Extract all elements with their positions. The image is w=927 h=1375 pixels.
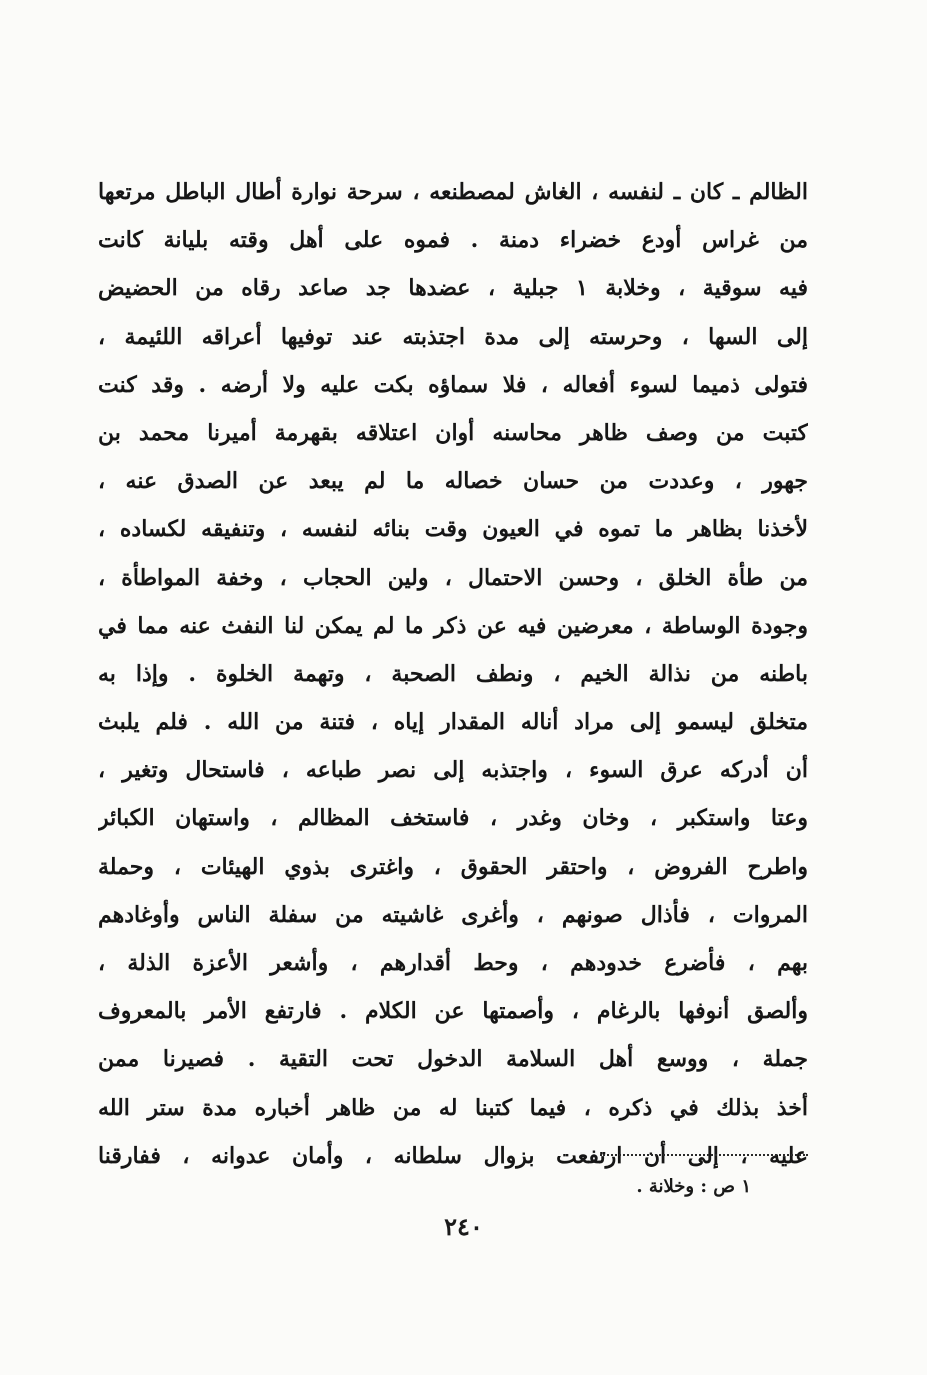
text-line: فيه سوقية ، وخلابة ١ جبلية ، عضدها جد صاعد رقاه من الحضيض: [98, 275, 808, 302]
text-line: جملة ، ووسع أهل السلامة الدخول تحت التقية . فصيرنا ممن: [98, 1046, 808, 1073]
text-line: باطنه من نذالة الخيم ، ونطف الصحبة ، وتهمة الخلوة . وإذا به: [98, 660, 808, 687]
page-number: ٢٤٠: [444, 1212, 483, 1241]
text-line: عليه ، إلى أن ارتفعت بزوال سلطانه ، وأمان عدوانه ، ففارقنا: [98, 1142, 808, 1169]
text-line: واطرح الفروض ، واحتقر الحقوق ، واغترى بذوي الهيئات ، وحملة: [98, 853, 808, 880]
text-line: وعتا واستكبر ، وخان وغدر ، فاستخف المظالم ، واستهان الكبائر: [98, 805, 808, 832]
body-text: [98, 168, 808, 1180]
text-line: أخذ بذلك في ذكره ، فيما كتبنا له من ظاهر أخباره مدة ستر الله: [98, 1094, 808, 1121]
text-line: إلى السها ، وحرسته إلى مدة اجتذبته عند توفيها أعراقه اللئيمة ،: [98, 323, 808, 350]
text-line: متخلق ليسمو إلى مراد أناله المقدار إياه ، فتنة من الله . فلم يلبث: [98, 709, 808, 736]
text-line: الظالم ـ كان ـ لنفسه ، الغاش لمصطنعه ، سرحة نوارة أطال الباطل مرتعها: [98, 179, 808, 205]
text-line: من غراس أودع خضراء دمنة . فموه على أهل وقته بليانة كانت: [98, 227, 808, 254]
text-line: بهم ، فأضرع خدودهم ، وحط أقدارهم ، وأشعر الأعزة الذلة ،: [98, 950, 808, 976]
text-line: جهور ، وعددت من حسان خصاله ما لم يبعد عن الصدق عنه ،: [98, 468, 808, 495]
footnote: ١ ص : وخلانة .: [636, 1176, 751, 1197]
text-line: فتولى ذميما لسوء أفعاله ، فلا سماؤه بكت عليه ولا أرضه . وقد كنت: [98, 371, 808, 398]
text-line: وألصق أنوفها بالرغام ، وأصمتها عن الكلام . فارتفع الأمر بالمعروف: [98, 998, 808, 1025]
text-line: من طأة الخلق ، وحسن الاحتمال ، ولين الحجاب ، وخفة المواطأة ،: [98, 564, 808, 591]
text-line: المروات ، فأذال صونهم ، وأغرى غاشيته من سفلة الناس وأوغادهم: [98, 901, 808, 928]
text-line: وجودة الوساطة ، معرضين فيه عن ذكر ما لم يمكن لنا النفث عنه مما في: [98, 612, 808, 639]
text-line: أن أدركه عرق السوء ، واجتذبه إلى نصر طباعه ، فاستحال وتغير ،: [98, 757, 808, 784]
text-line: لأخذنا بظاهر ما تموه في العيون وقت بنائه لنفسه ، وتنفيقه لكساده ،: [98, 516, 808, 543]
text-line: كتبت من وصف ظاهر محاسنه أوان اعتلاقه بقهرمة أميرنا محمد بن: [98, 419, 808, 446]
footnote-divider: [600, 1154, 808, 1156]
